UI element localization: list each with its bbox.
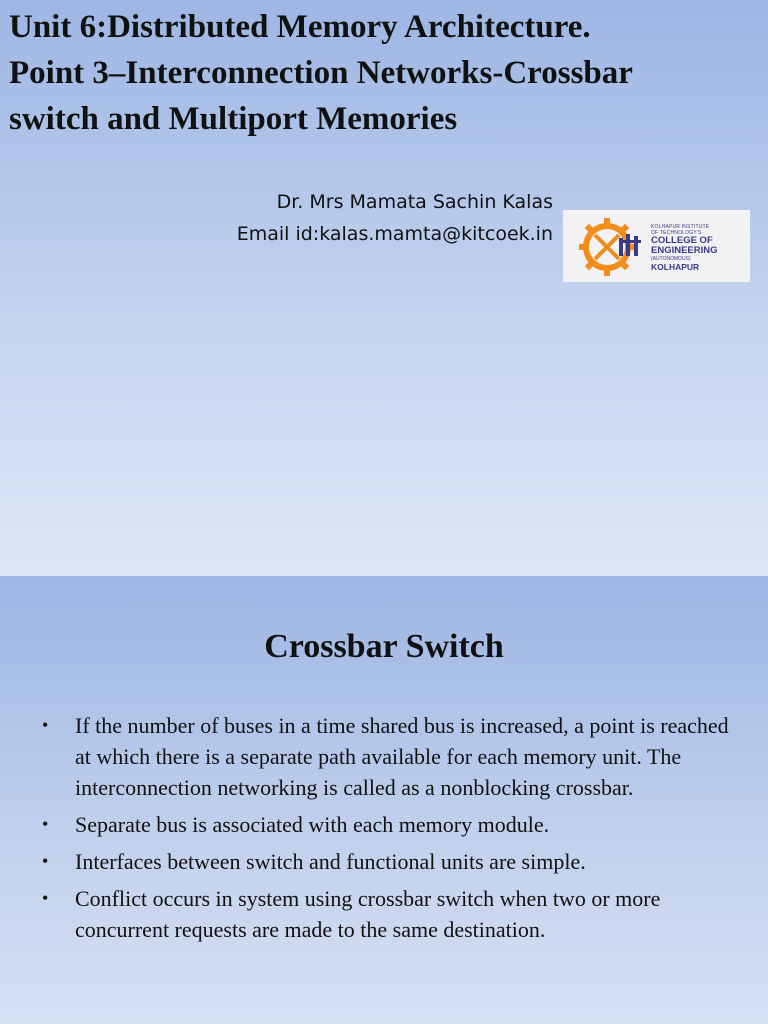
bullet-icon: • [42, 715, 49, 735]
logo-line-2: OF TECHNOLOGY'S [651, 230, 702, 236]
logo-name-2: ENGINEERING [651, 245, 718, 256]
title-line-1: Unit 6:Distributed Memory Architecture. [9, 9, 591, 45]
bullet-list [42, 710, 742, 951]
author-email: Email id:kalas.mamta@kitcoek.in [236, 223, 553, 245]
bullet-icon: • [42, 888, 49, 908]
bullet-text: Interfaces between switch and functional units are simple. [75, 849, 586, 874]
title-line-3: switch and Multiport Memories [9, 101, 458, 137]
content-slide [0, 576, 768, 1024]
logo-name-1: COLLEGE OF [651, 235, 713, 246]
college-logo [563, 210, 750, 282]
gear-logo-icon [579, 216, 643, 278]
bullet-icon: • [42, 814, 49, 834]
list-item [42, 710, 742, 803]
logo-text [651, 224, 718, 272]
bullet-text: If the number of buses in a time shared bus is increased, a point is reached at which there is a separate path available for each memory unit. The interconnection networking is called as a nonblocking crossbar. [75, 713, 729, 800]
bullet-text: Conflict occurs in system using crossbar switch when two or more concurrent requests are made to the same destination. [75, 886, 661, 942]
list-item [42, 846, 742, 877]
author-block [237, 186, 553, 250]
author-name: Dr. Mrs Mamata Sachin Kalas [276, 191, 553, 213]
list-item [42, 883, 742, 945]
title-line-2: Point 3–Interconnection Networks-Crossbar [9, 55, 633, 91]
logo-sub: (AUTONOMOUS) [651, 256, 691, 262]
logo-line-1: KOLHAPUR INSTITUTE [651, 224, 710, 230]
bullet-icon: • [42, 851, 49, 871]
slide-title [9, 4, 764, 142]
bullet-text: Separate bus is associated with each memory module. [75, 812, 550, 837]
logo-city: KOLHAPUR [651, 262, 700, 272]
slide-heading: Crossbar Switch [264, 628, 504, 665]
list-item [42, 809, 742, 840]
